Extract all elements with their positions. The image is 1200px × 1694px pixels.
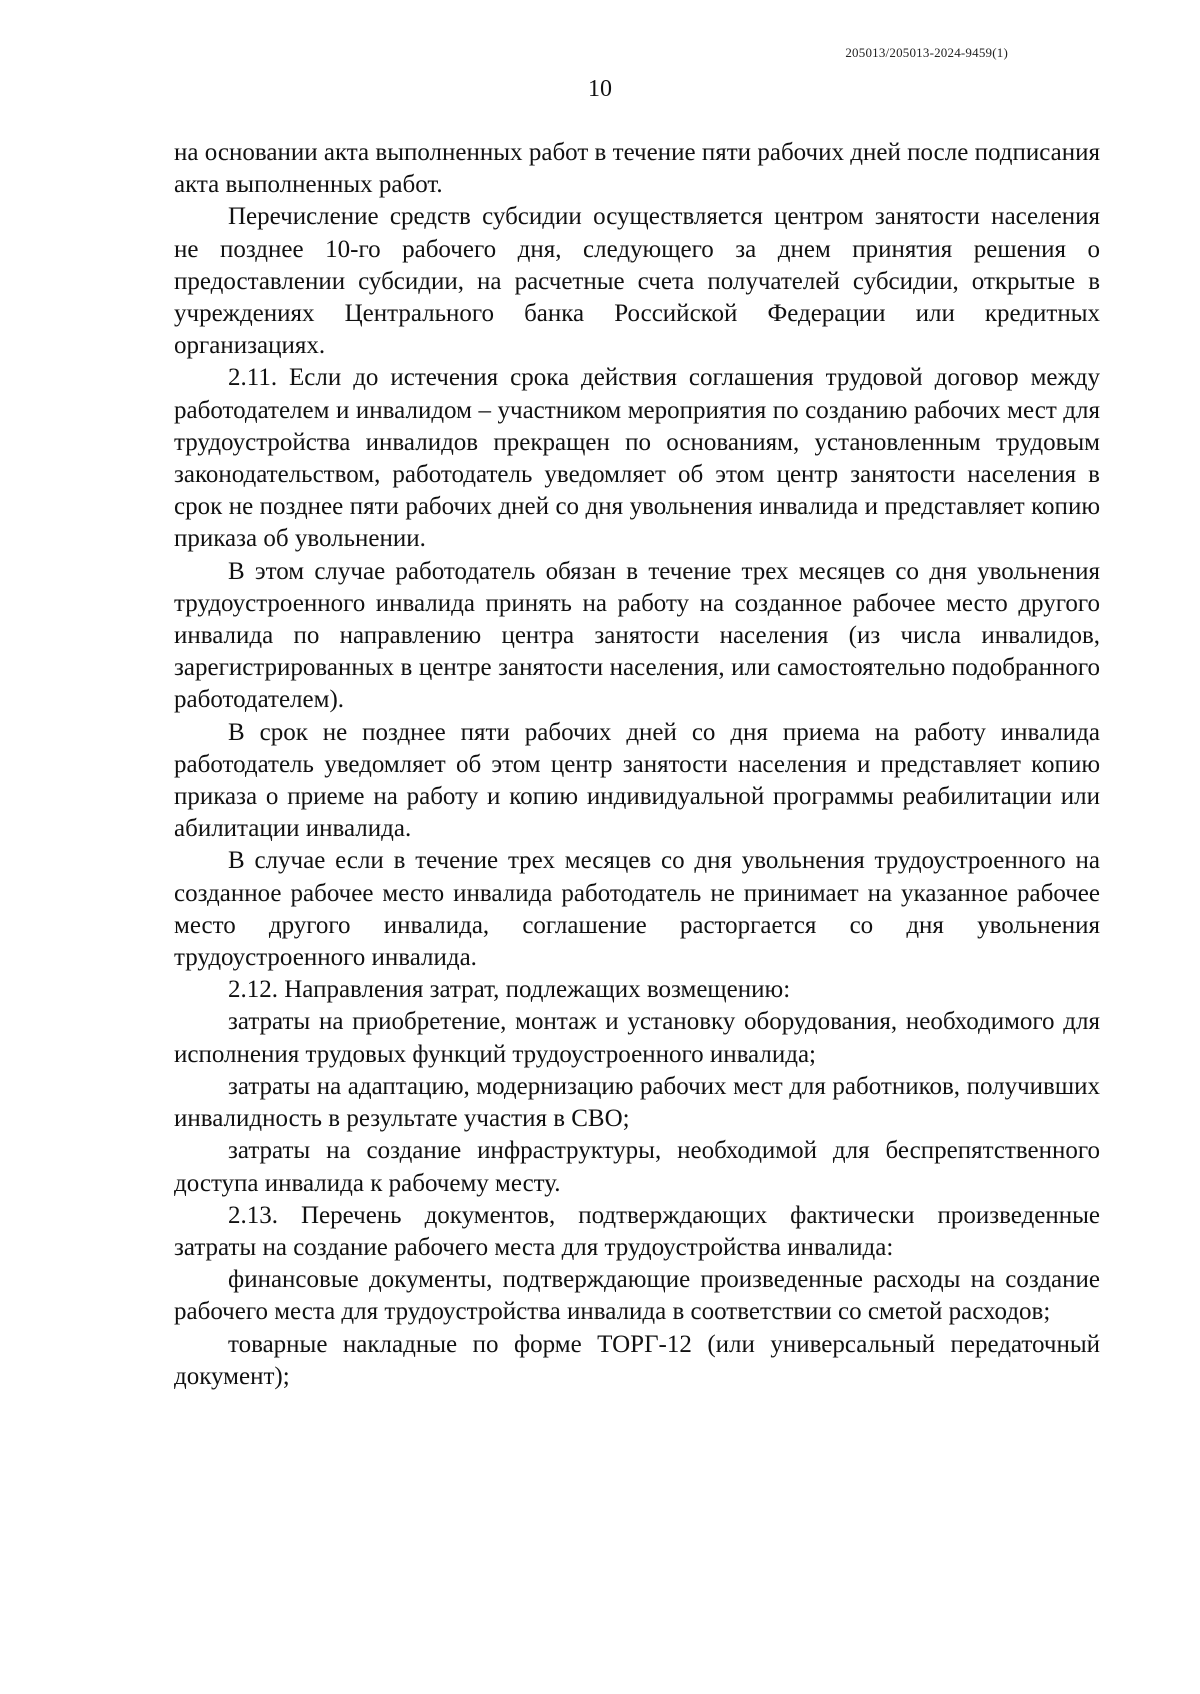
paragraph: В случае если в течение трех месяцев со дня увольнения трудоустроенного на созданное рабочее место инвалида работодатель не принимает на указанное рабочее место другого инвалида, соглашение расторгается со дня увольнения трудоустроенного инвалида. (174, 847, 1100, 972)
paragraph: 2.11. Если до истечения срока действия соглашения трудовой договор между работодателем и инвалидом – участником мероприятия по созданию рабочих мест для трудоустройства инвалидов прекращен по основаниям, установленным трудовым законодательством, работодатель уведомляет об этом центр занятости населения в срок не позднее пяти рабочих дней со дня увольнения инвалида и представляет копию приказа об увольнении. (174, 364, 1100, 553)
paragraph: 2.13. Перечень документов, подтверждающих фактически произведенные затраты на создание рабочего места для трудоустройства инвалида: (174, 1201, 1100, 1261)
list-item: затраты на создание инфраструктуры, необходимой для беспрепятственного доступа инвалида к рабочему месту. (174, 1137, 1100, 1197)
list-item: финансовые документы, подтверждающие произведенные расходы на создание рабочего места для трудоустройства инвалида в соответствии со сметой расходов; (174, 1266, 1100, 1326)
paragraph: 2.12. Направления затрат, подлежащих возмещению: (228, 976, 791, 1004)
paragraph: В срок не позднее пяти рабочих дней со дня приема на работу инвалида работодатель уведомляет об этом центр занятости населения и представляет копию приказа о приеме на работу и копию индивидуальной программы реабилитации или абилитации инвалида. (174, 718, 1100, 843)
document-body (174, 137, 1100, 1393)
document-id: 205013/205013-2024-9459(1) (845, 45, 1008, 60)
paragraph: В этом случае работодатель обязан в течение трех месяцев со дня увольнения трудоустроенного инвалида принять на работу на созданное рабочее место другого инвалида по направлению центра занятости населения (из числа инвалидов, зарегистрированных в центре занятости населения, или самостоятельно подобранного работодателем). (174, 557, 1100, 714)
page-number: 10 (588, 76, 612, 102)
paragraph: Перечисление средств субсидии осуществляется центром занятости населения не позднее 10-го рабочего дня, следующего за днем принятия решения о предоставлении субсидии, на расчетные счета получателей субсидии, открытые в учреждениях Центрального банка Российской Федерации или кредитных организациях. (174, 203, 1100, 360)
list-item: затраты на приобретение, монтаж и установку оборудования, необходимого для исполнения трудовых функций трудоустроенного инвалида; (174, 1008, 1100, 1068)
paragraph: на основании акта выполненных работ в течение пяти рабочих дней после подписания акта выполненных работ. (174, 139, 1100, 199)
list-item: товарные накладные по форме ТОРГ-12 (или универсальный передаточный документ); (174, 1330, 1100, 1390)
list-item: затраты на адаптацию, модернизацию рабочих мест для работников, получивших инвалидность в результате участия в СВО; (174, 1072, 1100, 1133)
